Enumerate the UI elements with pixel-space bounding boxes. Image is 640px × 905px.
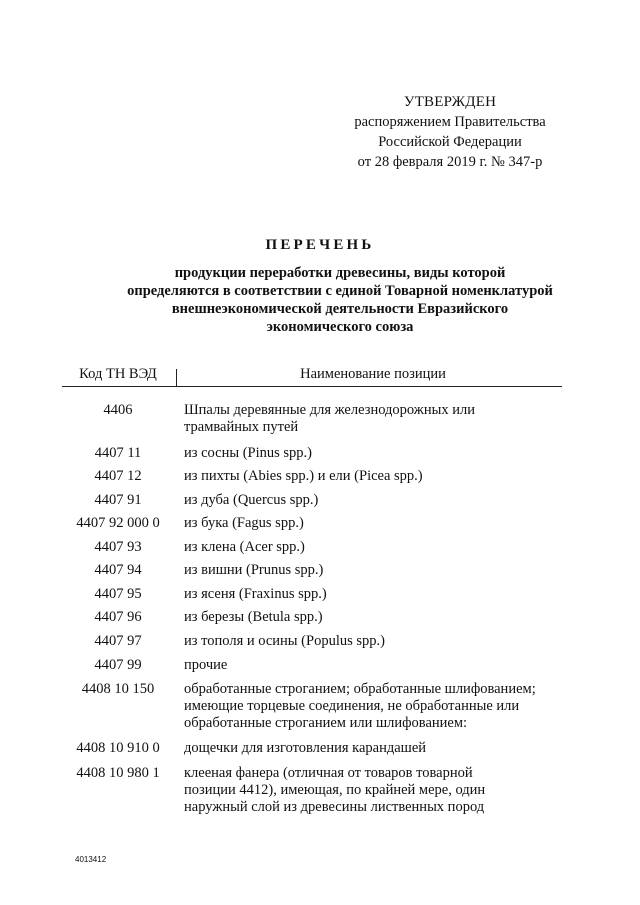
subtitle-line-2: определяются в соответствии с единой Товарной номенклатурой bbox=[127, 283, 553, 299]
row-code: 4408 10 910 0 bbox=[76, 740, 160, 756]
column-divider bbox=[176, 369, 177, 386]
row-code: 4407 93 bbox=[94, 539, 142, 555]
approval-stamp bbox=[330, 92, 570, 172]
row-code: 4407 12 bbox=[94, 468, 142, 484]
row-name: обработанные строганием; обработанные шлифованием; имеющие торцевые соединения, не обработанные или обработанные строганием или шлифованием: bbox=[184, 681, 536, 731]
subtitle-line-4: экономического союза bbox=[266, 319, 414, 335]
approval-line-1: распоряжением Правительства bbox=[354, 114, 546, 130]
approved-label: УТВЕРЖДЕН bbox=[403, 94, 497, 110]
approval-line-2: Российской Федерации bbox=[378, 134, 522, 150]
row-code: 4407 92 000 0 bbox=[76, 515, 160, 531]
row-name: прочие bbox=[184, 657, 228, 673]
row-name: клееная фанера (отличная от товаров товарной позиции 4412), имеющая, по крайней мере, один наружный слой из древесины лиственных пород bbox=[184, 765, 486, 815]
row-code: 4407 97 bbox=[94, 633, 142, 649]
row-code: 4406 bbox=[103, 402, 133, 418]
row-code: 4407 11 bbox=[94, 445, 142, 461]
row-name: из сосны (Pinus spp.) bbox=[184, 445, 313, 461]
row-name: из тополя и осины (Populus spp.) bbox=[184, 633, 385, 649]
row-code: 4408 10 980 1 bbox=[76, 765, 160, 781]
row-name: из березы (Betula spp.) bbox=[184, 609, 323, 625]
row-code: 4408 10 150 bbox=[81, 681, 155, 697]
document-title: ПЕРЕЧЕНЬ bbox=[265, 237, 375, 253]
column-header-code: Код ТН ВЭД bbox=[79, 366, 157, 382]
row-code: 4407 94 bbox=[94, 562, 142, 578]
document-id: 4013412 bbox=[75, 855, 107, 864]
row-name: из бука (Fagus spp.) bbox=[184, 515, 304, 531]
row-name: дощечки для изготовления карандашей bbox=[184, 740, 427, 756]
row-name: из пихты (Abies spp.) и ели (Picea spp.) bbox=[184, 468, 423, 484]
document-subtitle bbox=[120, 264, 560, 336]
table-header bbox=[62, 365, 562, 387]
row-name: Шпалы деревянные для железнодорожных или трамвайных путей bbox=[184, 402, 475, 435]
row-code: 4407 95 bbox=[94, 586, 142, 602]
column-header-name: Наименование позиции bbox=[300, 366, 446, 382]
row-name: из ясеня (Fraxinus spp.) bbox=[184, 586, 327, 602]
subtitle-line-3: внешнеэкономической деятельности Евразийского bbox=[171, 301, 509, 317]
row-code: 4407 96 bbox=[94, 609, 142, 625]
row-code: 4407 91 bbox=[94, 492, 142, 508]
subtitle-line-1: продукции переработки древесины, виды которой bbox=[174, 265, 506, 281]
row-name: из клена (Acer spp.) bbox=[184, 539, 305, 555]
row-code: 4407 99 bbox=[94, 657, 142, 673]
row-name: из дуба (Quercus spp.) bbox=[184, 492, 319, 508]
approval-line-3: от 28 февраля 2019 г. № 347-р bbox=[357, 154, 543, 170]
row-name: из вишни (Prunus spp.) bbox=[184, 562, 324, 578]
